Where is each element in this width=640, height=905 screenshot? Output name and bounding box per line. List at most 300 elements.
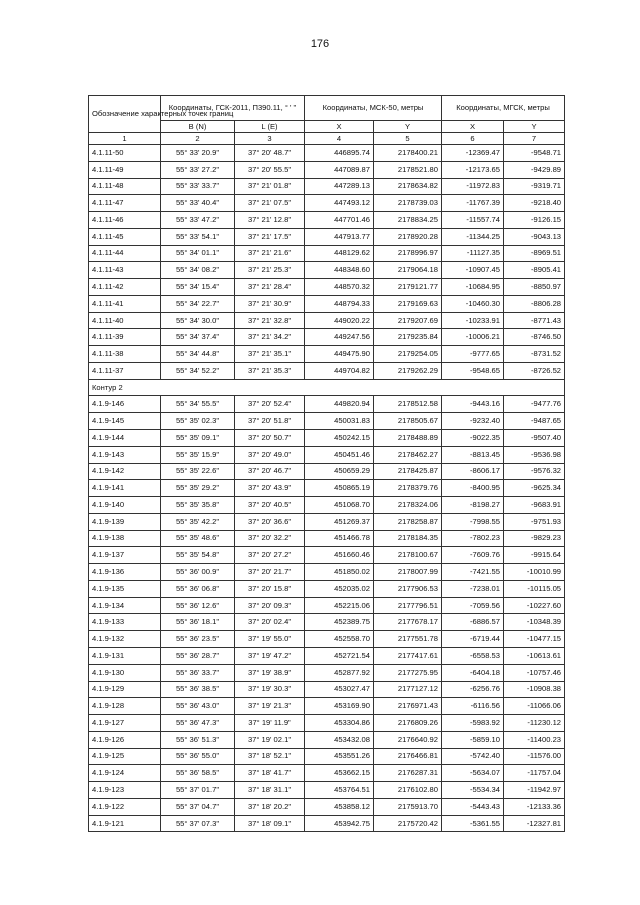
mgsk-x-cell: -11972.83 [442, 178, 504, 195]
mgsk-x-cell: -5634.07 [442, 765, 504, 782]
latitude-b-cell: 55° 35' 09.1" [161, 430, 235, 447]
mgsk-y-cell: -10010.99 [504, 564, 565, 581]
mgsk-y-cell: -9829.23 [504, 530, 565, 547]
longitude-l-cell: 37° 20' 15.8" [235, 580, 305, 597]
coordinates-table [88, 95, 565, 832]
header-column-number: 2 [161, 133, 235, 145]
point-id-cell: 4.1.9-144 [89, 430, 161, 447]
point-id-cell: 4.1.9-146 [89, 396, 161, 413]
point-id-cell: 4.1.11-41 [89, 295, 161, 312]
header-sub-b: B (N) [161, 121, 235, 133]
table-row [89, 497, 565, 514]
msk-y-cell: 2178920.28 [374, 228, 442, 245]
mgsk-x-cell: -11557.74 [442, 212, 504, 229]
point-id-cell: 4.1.9-128 [89, 698, 161, 715]
mgsk-x-cell: -6404.18 [442, 664, 504, 681]
latitude-b-cell: 55° 33' 47.2" [161, 212, 235, 229]
header-column-number: 1 [89, 133, 161, 145]
mgsk-x-cell: -9777.65 [442, 346, 504, 363]
mgsk-x-cell: -9548.65 [442, 362, 504, 379]
msk-y-cell: 2179064.18 [374, 262, 442, 279]
msk-y-cell: 2179207.69 [374, 312, 442, 329]
point-id-cell: 4.1.11-37 [89, 362, 161, 379]
latitude-b-cell: 55° 34' 44.8" [161, 346, 235, 363]
mgsk-x-cell: -11344.25 [442, 228, 504, 245]
mgsk-y-cell: -11757.04 [504, 765, 565, 782]
contour-label: Контур 2 [89, 379, 565, 396]
msk-y-cell: 2178634.82 [374, 178, 442, 195]
msk-x-cell: 453432.08 [305, 731, 374, 748]
mgsk-x-cell: -7059.56 [442, 597, 504, 614]
msk-y-cell: 2177127.12 [374, 681, 442, 698]
latitude-b-cell: 55° 34' 01.1" [161, 245, 235, 262]
point-id-cell: 4.1.9-141 [89, 480, 161, 497]
point-id-cell: 4.1.9-126 [89, 731, 161, 748]
longitude-l-cell: 37° 18' 52.1" [235, 748, 305, 765]
latitude-b-cell: 55° 36' 33.7" [161, 664, 235, 681]
point-id-cell: 4.1.9-134 [89, 597, 161, 614]
latitude-b-cell: 55° 34' 15.4" [161, 279, 235, 296]
table-row [89, 212, 565, 229]
latitude-b-cell: 55° 34' 30.0" [161, 312, 235, 329]
msk-x-cell: 449704.82 [305, 362, 374, 379]
latitude-b-cell: 55° 34' 37.4" [161, 329, 235, 346]
header-column-number: 3 [235, 133, 305, 145]
mgsk-y-cell: -9576.32 [504, 463, 565, 480]
mgsk-y-cell: -10115.05 [504, 580, 565, 597]
msk-y-cell: 2178505.67 [374, 413, 442, 430]
point-id-cell: 4.1.11-48 [89, 178, 161, 195]
mgsk-x-cell: -9443.16 [442, 396, 504, 413]
msk-x-cell: 450659.29 [305, 463, 374, 480]
mgsk-y-cell: -8731.52 [504, 346, 565, 363]
table-row [89, 597, 565, 614]
msk-x-cell: 448794.33 [305, 295, 374, 312]
longitude-l-cell: 37° 20' 40.5" [235, 497, 305, 514]
longitude-l-cell: 37° 19' 30.3" [235, 681, 305, 698]
msk-x-cell: 450865.19 [305, 480, 374, 497]
longitude-l-cell: 37° 20' 50.7" [235, 430, 305, 447]
latitude-b-cell: 55° 37' 01.7" [161, 782, 235, 799]
mgsk-y-cell: -10227.60 [504, 597, 565, 614]
mgsk-x-cell: -6886.57 [442, 614, 504, 631]
point-id-cell: 4.1.9-138 [89, 530, 161, 547]
msk-x-cell: 450242.15 [305, 430, 374, 447]
mgsk-y-cell: -9625.34 [504, 480, 565, 497]
msk-y-cell: 2178324.06 [374, 497, 442, 514]
mgsk-x-cell: -5983.92 [442, 715, 504, 732]
mgsk-x-cell: -12173.65 [442, 161, 504, 178]
latitude-b-cell: 55° 34' 55.5" [161, 396, 235, 413]
msk-y-cell: 2179169.63 [374, 295, 442, 312]
point-id-cell: 4.1.9-129 [89, 681, 161, 698]
longitude-l-cell: 37° 20' 52.4" [235, 396, 305, 413]
table-row [89, 396, 565, 413]
mgsk-y-cell: -9536.98 [504, 446, 565, 463]
mgsk-y-cell: -10477.15 [504, 631, 565, 648]
mgsk-y-cell: -9126.15 [504, 212, 565, 229]
mgsk-x-cell: -5361.55 [442, 815, 504, 832]
longitude-l-cell: 37° 21' 34.2" [235, 329, 305, 346]
point-id-cell: 4.1.9-139 [89, 513, 161, 530]
msk-y-cell: 2178512.58 [374, 396, 442, 413]
mgsk-x-cell: -8198.27 [442, 497, 504, 514]
mgsk-x-cell: -6558.53 [442, 647, 504, 664]
header-sub-msk-y: Y [374, 121, 442, 133]
mgsk-x-cell: -9022.35 [442, 430, 504, 447]
msk-y-cell: 2178379.76 [374, 480, 442, 497]
msk-y-cell: 2176287.31 [374, 765, 442, 782]
table-row [89, 715, 565, 732]
table-row [89, 430, 565, 447]
contour-row [89, 379, 565, 396]
msk-x-cell: 453764.51 [305, 782, 374, 799]
mgsk-y-cell: -10613.61 [504, 647, 565, 664]
msk-x-cell: 452558.70 [305, 631, 374, 648]
table-row [89, 748, 565, 765]
msk-y-cell: 2179262.29 [374, 362, 442, 379]
msk-y-cell: 2177275.95 [374, 664, 442, 681]
longitude-l-cell: 37° 20' 09.3" [235, 597, 305, 614]
mgsk-y-cell: -9477.76 [504, 396, 565, 413]
msk-y-cell: 2178488.89 [374, 430, 442, 447]
msk-x-cell: 452035.02 [305, 580, 374, 597]
longitude-l-cell: 37° 21' 28.4" [235, 279, 305, 296]
msk-x-cell: 447289.13 [305, 178, 374, 195]
msk-y-cell: 2178462.27 [374, 446, 442, 463]
table-row [89, 161, 565, 178]
table-row [89, 631, 565, 648]
mgsk-y-cell: -9507.40 [504, 430, 565, 447]
longitude-l-cell: 37° 19' 11.9" [235, 715, 305, 732]
table-row [89, 312, 565, 329]
msk-x-cell: 452721.54 [305, 647, 374, 664]
table-row [89, 798, 565, 815]
point-id-cell: 4.1.11-46 [89, 212, 161, 229]
table-row [89, 580, 565, 597]
point-id-cell: 4.1.9-133 [89, 614, 161, 631]
mgsk-y-cell: -11942.97 [504, 782, 565, 799]
longitude-l-cell: 37° 18' 31.1" [235, 782, 305, 799]
header-sub-l: L (E) [235, 121, 305, 133]
latitude-b-cell: 55° 35' 35.8" [161, 497, 235, 514]
msk-x-cell: 451850.02 [305, 564, 374, 581]
longitude-l-cell: 37° 20' 43.9" [235, 480, 305, 497]
longitude-l-cell: 37° 19' 02.1" [235, 731, 305, 748]
msk-x-cell: 453662.15 [305, 765, 374, 782]
table-row [89, 279, 565, 296]
table-row [89, 228, 565, 245]
mgsk-y-cell: -9487.65 [504, 413, 565, 430]
point-id-cell: 4.1.11-45 [89, 228, 161, 245]
msk-x-cell: 452389.75 [305, 614, 374, 631]
point-id-cell: 4.1.9-142 [89, 463, 161, 480]
header-sub-mgsk-x: X [442, 121, 504, 133]
mgsk-x-cell: -6719.44 [442, 631, 504, 648]
mgsk-x-cell: -10233.91 [442, 312, 504, 329]
point-id-cell: 4.1.9-127 [89, 715, 161, 732]
mgsk-y-cell: -10757.46 [504, 664, 565, 681]
mgsk-y-cell: -11066.06 [504, 698, 565, 715]
table-row [89, 295, 565, 312]
table-row [89, 765, 565, 782]
header-column-number: 4 [305, 133, 374, 145]
msk-y-cell: 2178425.87 [374, 463, 442, 480]
msk-y-cell: 2176466.81 [374, 748, 442, 765]
mgsk-x-cell: -8606.17 [442, 463, 504, 480]
msk-x-cell: 446895.74 [305, 145, 374, 162]
msk-x-cell: 447913.77 [305, 228, 374, 245]
longitude-l-cell: 37° 20' 55.5" [235, 161, 305, 178]
mgsk-y-cell: -11576.00 [504, 748, 565, 765]
point-id-cell: 4.1.11-39 [89, 329, 161, 346]
mgsk-y-cell: -10348.39 [504, 614, 565, 631]
point-id-cell: 4.1.9-136 [89, 564, 161, 581]
longitude-l-cell: 37° 20' 02.4" [235, 614, 305, 631]
msk-y-cell: 2176971.43 [374, 698, 442, 715]
msk-y-cell: 2177906.53 [374, 580, 442, 597]
msk-y-cell: 2176102.80 [374, 782, 442, 799]
longitude-l-cell: 37° 19' 21.3" [235, 698, 305, 715]
msk-x-cell: 452215.06 [305, 597, 374, 614]
point-id-cell: 4.1.9-137 [89, 547, 161, 564]
msk-y-cell: 2178258.87 [374, 513, 442, 530]
point-id-cell: 4.1.11-38 [89, 346, 161, 363]
latitude-b-cell: 55° 36' 58.5" [161, 765, 235, 782]
longitude-l-cell: 37° 20' 32.2" [235, 530, 305, 547]
msk-y-cell: 2176640.92 [374, 731, 442, 748]
latitude-b-cell: 55° 33' 27.2" [161, 161, 235, 178]
latitude-b-cell: 55° 35' 54.8" [161, 547, 235, 564]
point-id-cell: 4.1.9-121 [89, 815, 161, 832]
mgsk-x-cell: -7238.01 [442, 580, 504, 597]
header-column-number: 6 [442, 133, 504, 145]
mgsk-y-cell: -8771.43 [504, 312, 565, 329]
mgsk-x-cell: -9232.40 [442, 413, 504, 430]
point-id-cell: 4.1.9-123 [89, 782, 161, 799]
latitude-b-cell: 55° 34' 22.7" [161, 295, 235, 312]
latitude-b-cell: 55° 36' 12.6" [161, 597, 235, 614]
latitude-b-cell: 55° 36' 28.7" [161, 647, 235, 664]
latitude-b-cell: 55° 35' 29.2" [161, 480, 235, 497]
table-row [89, 815, 565, 832]
mgsk-y-cell: -9548.71 [504, 145, 565, 162]
msk-y-cell: 2178184.35 [374, 530, 442, 547]
table-row [89, 463, 565, 480]
msk-y-cell: 2177417.61 [374, 647, 442, 664]
latitude-b-cell: 55° 34' 08.2" [161, 262, 235, 279]
table-row [89, 731, 565, 748]
mgsk-x-cell: -11127.35 [442, 245, 504, 262]
msk-x-cell: 448570.32 [305, 279, 374, 296]
longitude-l-cell: 37° 19' 38.9" [235, 664, 305, 681]
msk-x-cell: 448129.62 [305, 245, 374, 262]
msk-y-cell: 2178100.67 [374, 547, 442, 564]
msk-y-cell: 2179254.05 [374, 346, 442, 363]
latitude-b-cell: 55° 34' 52.2" [161, 362, 235, 379]
msk-x-cell: 449820.94 [305, 396, 374, 413]
mgsk-x-cell: -7609.76 [442, 547, 504, 564]
msk-y-cell: 2175913.70 [374, 798, 442, 815]
msk-x-cell: 447089.87 [305, 161, 374, 178]
table-row [89, 513, 565, 530]
table-row [89, 530, 565, 547]
longitude-l-cell: 37° 20' 46.7" [235, 463, 305, 480]
longitude-l-cell: 37° 21' 35.3" [235, 362, 305, 379]
latitude-b-cell: 55° 36' 55.0" [161, 748, 235, 765]
page-number: 176 [310, 38, 330, 50]
table-row [89, 178, 565, 195]
latitude-b-cell: 55° 35' 02.3" [161, 413, 235, 430]
mgsk-y-cell: -8905.41 [504, 262, 565, 279]
msk-y-cell: 2175720.42 [374, 815, 442, 832]
mgsk-x-cell: -11767.39 [442, 195, 504, 212]
mgsk-y-cell: -9683.91 [504, 497, 565, 514]
mgsk-x-cell: -10907.45 [442, 262, 504, 279]
table-row [89, 245, 565, 262]
msk-y-cell: 2178521.80 [374, 161, 442, 178]
header-column-number: 7 [504, 133, 565, 145]
longitude-l-cell: 37° 21' 30.9" [235, 295, 305, 312]
point-id-cell: 4.1.9-131 [89, 647, 161, 664]
header-sub-mgsk-y: Y [504, 121, 565, 133]
header-gsk-coordinates: Координаты, ГСК-2011, П390.11, ° ' " [161, 96, 305, 121]
longitude-l-cell: 37° 21' 07.5" [235, 195, 305, 212]
latitude-b-cell: 55° 36' 00.9" [161, 564, 235, 581]
msk-x-cell: 453551.26 [305, 748, 374, 765]
msk-y-cell: 2178739.03 [374, 195, 442, 212]
mgsk-x-cell: -8813.45 [442, 446, 504, 463]
point-id-cell: 4.1.9-130 [89, 664, 161, 681]
latitude-b-cell: 55° 36' 43.0" [161, 698, 235, 715]
mgsk-y-cell: -8746.50 [504, 329, 565, 346]
table-row [89, 145, 565, 162]
latitude-b-cell: 55° 36' 06.8" [161, 580, 235, 597]
longitude-l-cell: 37° 20' 49.0" [235, 446, 305, 463]
latitude-b-cell: 55° 37' 07.3" [161, 815, 235, 832]
msk-x-cell: 453304.86 [305, 715, 374, 732]
longitude-l-cell: 37° 21' 25.3" [235, 262, 305, 279]
point-id-cell: 4.1.11-43 [89, 262, 161, 279]
msk-x-cell: 452877.92 [305, 664, 374, 681]
table-body-contour-1 [89, 145, 565, 380]
mgsk-x-cell: -5534.34 [442, 782, 504, 799]
mgsk-x-cell: -7802.23 [442, 530, 504, 547]
longitude-l-cell: 37° 18' 20.2" [235, 798, 305, 815]
msk-x-cell: 453027.47 [305, 681, 374, 698]
table-row [89, 480, 565, 497]
table-row [89, 195, 565, 212]
point-id-cell: 4.1.9-125 [89, 748, 161, 765]
table-row [89, 681, 565, 698]
latitude-b-cell: 55° 33' 33.7" [161, 178, 235, 195]
longitude-l-cell: 37° 19' 47.2" [235, 647, 305, 664]
msk-y-cell: 2178007.99 [374, 564, 442, 581]
msk-x-cell: 453858.12 [305, 798, 374, 815]
table-row [89, 782, 565, 799]
latitude-b-cell: 55° 35' 42.2" [161, 513, 235, 530]
longitude-l-cell: 37° 18' 09.1" [235, 815, 305, 832]
mgsk-x-cell: -8400.95 [442, 480, 504, 497]
mgsk-x-cell: -6256.76 [442, 681, 504, 698]
msk-x-cell: 451466.78 [305, 530, 374, 547]
mgsk-y-cell: -9751.93 [504, 513, 565, 530]
mgsk-x-cell: -7421.55 [442, 564, 504, 581]
header-column-number: 5 [374, 133, 442, 145]
longitude-l-cell: 37° 18' 41.7" [235, 765, 305, 782]
mgsk-x-cell: -6116.56 [442, 698, 504, 715]
table-row [89, 647, 565, 664]
point-id-cell: 4.1.9-122 [89, 798, 161, 815]
point-id-cell: 4.1.11-42 [89, 279, 161, 296]
longitude-l-cell: 37° 19' 55.0" [235, 631, 305, 648]
latitude-b-cell: 55° 36' 23.5" [161, 631, 235, 648]
point-id-cell: 4.1.11-47 [89, 195, 161, 212]
table-body-contour-2 [89, 396, 565, 832]
mgsk-y-cell: -9429.89 [504, 161, 565, 178]
msk-x-cell: 450451.46 [305, 446, 374, 463]
header-mgsk-coordinates: Координаты, МГСК, метры [442, 96, 565, 121]
msk-y-cell: 2179235.84 [374, 329, 442, 346]
point-id-cell: 4.1.9-143 [89, 446, 161, 463]
latitude-b-cell: 55° 36' 38.5" [161, 681, 235, 698]
latitude-b-cell: 55° 35' 15.9" [161, 446, 235, 463]
mgsk-y-cell: -8806.28 [504, 295, 565, 312]
table-row [89, 413, 565, 430]
point-id-cell: 4.1.9-132 [89, 631, 161, 648]
mgsk-y-cell: -9043.13 [504, 228, 565, 245]
mgsk-x-cell: -5443.43 [442, 798, 504, 815]
msk-x-cell: 447493.12 [305, 195, 374, 212]
point-id-cell: 4.1.9-145 [89, 413, 161, 430]
longitude-l-cell: 37° 21' 01.8" [235, 178, 305, 195]
point-id-cell: 4.1.11-49 [89, 161, 161, 178]
point-id-cell: 4.1.11-50 [89, 145, 161, 162]
msk-y-cell: 2178834.25 [374, 212, 442, 229]
mgsk-y-cell: -9915.64 [504, 547, 565, 564]
latitude-b-cell: 55° 36' 47.3" [161, 715, 235, 732]
latitude-b-cell: 55° 33' 20.9" [161, 145, 235, 162]
msk-y-cell: 2176809.26 [374, 715, 442, 732]
latitude-b-cell: 55° 33' 40.4" [161, 195, 235, 212]
latitude-b-cell: 55° 35' 22.6" [161, 463, 235, 480]
msk-x-cell: 450031.83 [305, 413, 374, 430]
latitude-b-cell: 55° 37' 04.7" [161, 798, 235, 815]
mgsk-y-cell: -9319.71 [504, 178, 565, 195]
mgsk-x-cell: -5859.10 [442, 731, 504, 748]
point-id-cell: 4.1.11-44 [89, 245, 161, 262]
msk-x-cell: 447701.46 [305, 212, 374, 229]
mgsk-x-cell: -10006.21 [442, 329, 504, 346]
msk-y-cell: 2179121.77 [374, 279, 442, 296]
msk-x-cell: 449475.90 [305, 346, 374, 363]
msk-x-cell: 451068.70 [305, 497, 374, 514]
longitude-l-cell: 37° 20' 48.7" [235, 145, 305, 162]
longitude-l-cell: 37° 21' 32.8" [235, 312, 305, 329]
header-msk-coordinates: Координаты, МСК-50, метры [305, 96, 442, 121]
msk-x-cell: 449020.22 [305, 312, 374, 329]
point-id-cell: 4.1.11-40 [89, 312, 161, 329]
longitude-l-cell: 37° 21' 12.8" [235, 212, 305, 229]
latitude-b-cell: 55° 33' 54.1" [161, 228, 235, 245]
table-row [89, 346, 565, 363]
msk-x-cell: 453169.90 [305, 698, 374, 715]
msk-y-cell: 2178996.97 [374, 245, 442, 262]
table-row [89, 329, 565, 346]
mgsk-x-cell: -12369.47 [442, 145, 504, 162]
mgsk-y-cell: -11400.23 [504, 731, 565, 748]
latitude-b-cell: 55° 36' 18.1" [161, 614, 235, 631]
